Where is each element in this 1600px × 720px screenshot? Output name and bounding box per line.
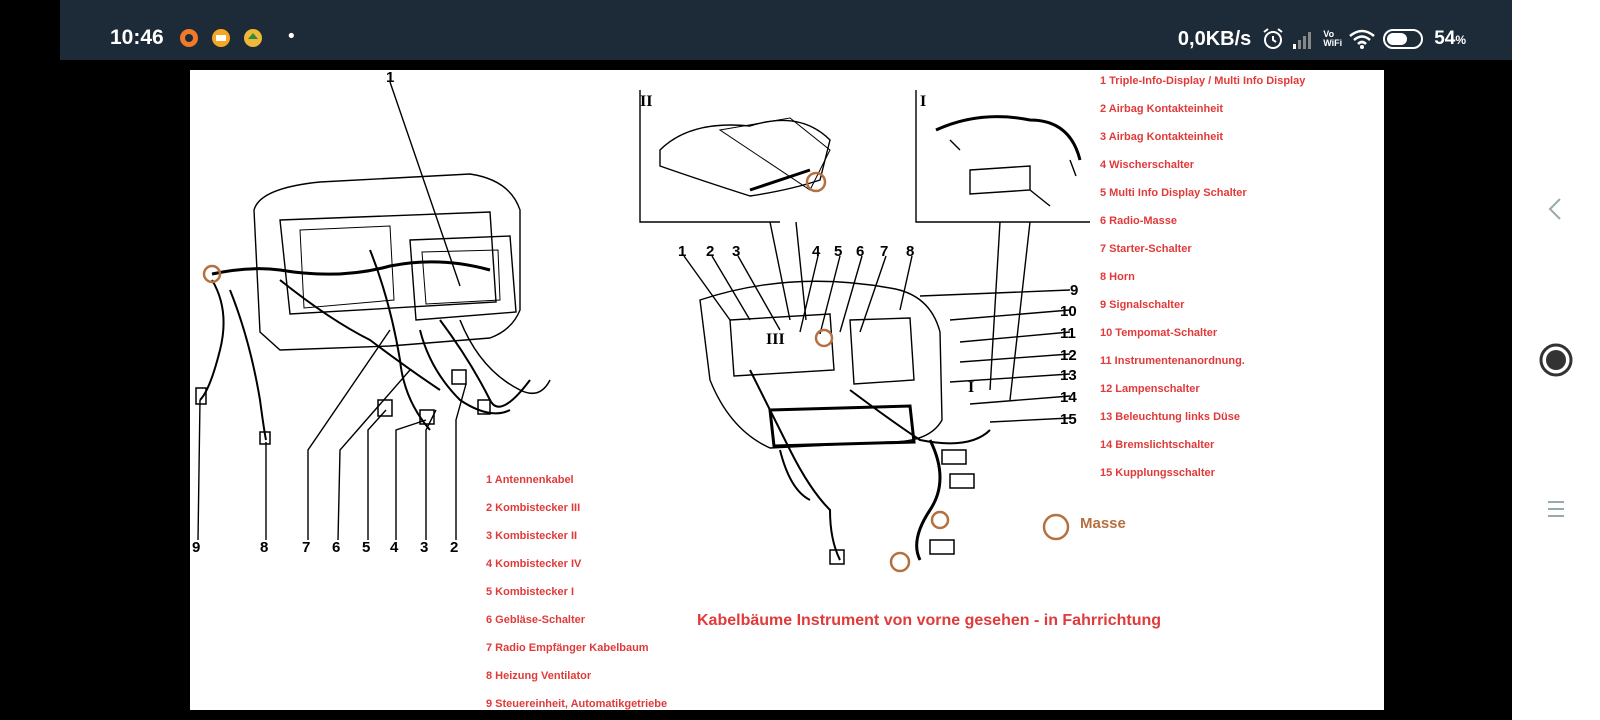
vowifi-icon — [1323, 30, 1342, 48]
callout-10: 10 — [1060, 303, 1077, 320]
legend-item: 1 Triple-Info-Display / Multi Info Display — [1100, 75, 1306, 87]
callout-15: 15 — [1060, 411, 1077, 428]
battery-unit: % — [1455, 33, 1466, 47]
legend-item: 9 Signalschalter — [1100, 299, 1185, 311]
battery-percentage — [1434, 28, 1466, 50]
legend-item: 3 Airbag Kontakteinheit — [1100, 131, 1224, 143]
left-dashboard-illustration — [196, 82, 550, 540]
callout-8: 8 — [906, 243, 915, 260]
legend-item: 6 Radio-Masse — [1100, 215, 1178, 227]
ground-marker — [816, 330, 832, 346]
legend-item: 7 Radio Empfänger Kabelbaum — [486, 642, 649, 654]
legend-item: 5 Kombistecker I — [486, 586, 575, 598]
ground-legend-marker — [1044, 515, 1068, 539]
legend-item: 4 Wischerschalter — [1100, 159, 1195, 171]
ground-legend-label: Masse — [1080, 515, 1126, 532]
back-icon[interactable] — [1512, 196, 1600, 222]
legend-item: 12 Lampenschalter — [1100, 383, 1200, 395]
inset-label-i: I — [968, 379, 975, 396]
ground-marker — [932, 512, 948, 528]
inset-label-iii: III — [766, 331, 785, 348]
legend-item: 9 Steuereinheit, Automatikgetriebe — [486, 698, 668, 710]
callout-6: 6 — [332, 539, 341, 556]
legend-item: 7 Starter-Schalter — [1100, 243, 1192, 255]
alarm-icon — [1261, 27, 1285, 51]
vowifi-bottom: WiFi — [1323, 38, 1343, 48]
legend-item: 8 Horn — [1100, 271, 1135, 283]
legend-item: 4 Kombistecker IV — [486, 558, 582, 570]
callout-4: 4 — [390, 539, 399, 556]
callout-9: 9 — [192, 539, 201, 556]
notification-app-icon — [210, 27, 232, 49]
vowifi-top: Vo — [1323, 29, 1335, 39]
callout-7: 7 — [302, 539, 311, 556]
callout-6: 6 — [856, 243, 865, 260]
callout-2: 2 — [706, 243, 715, 260]
ground-marker — [891, 553, 909, 571]
callout-9: 9 — [1070, 282, 1079, 299]
callout-13: 13 — [1060, 367, 1077, 384]
legend-item: 6 Gebläse-Schalter — [486, 614, 586, 626]
status-time: 10:46 — [110, 26, 164, 49]
callout-11: 11 — [1060, 325, 1076, 342]
notification-app-icon — [242, 27, 264, 49]
legend-item: 14 Bremslichtschalter — [1100, 439, 1215, 451]
legend-item: 5 Multi Info Display Schalter — [1100, 187, 1247, 199]
callout-5: 5 — [362, 539, 371, 556]
notification-app-icon — [178, 27, 200, 49]
legend-right — [1100, 75, 1306, 479]
callout-3: 3 — [732, 243, 741, 260]
status-bar — [60, 0, 1512, 60]
battery-level: 54 — [1434, 28, 1456, 49]
callout-5: 5 — [834, 243, 843, 260]
callout-12: 12 — [1060, 347, 1077, 364]
diagram-image[interactable] — [190, 70, 1384, 710]
wiring-diagram — [190, 70, 1384, 710]
battery-icon — [1382, 27, 1428, 51]
callout-7: 7 — [880, 243, 889, 260]
menu-icon[interactable] — [1512, 498, 1600, 522]
callout-2: 2 — [450, 539, 459, 556]
callout-1: 1 — [386, 70, 395, 86]
detail-label-ii: II — [640, 93, 653, 110]
legend-item: 3 Kombistecker II — [486, 530, 578, 542]
more-notifications-dot: • — [286, 26, 297, 47]
signal-icon — [1291, 28, 1317, 50]
legend-item: 2 Airbag Kontakteinheit — [1100, 103, 1224, 115]
callout-14: 14 — [1060, 389, 1077, 406]
callout-8: 8 — [260, 539, 269, 556]
legend-item: 13 Beleuchtung links Düse — [1100, 411, 1240, 423]
legend-item: 10 Tempomat-Schalter — [1100, 327, 1218, 339]
legend-left — [486, 474, 667, 710]
network-speed: 0,0KB/s — [1177, 27, 1252, 50]
wifi-icon — [1348, 28, 1376, 50]
detail-ii-illustration — [640, 90, 830, 320]
callout-3: 3 — [420, 539, 429, 556]
legend-item: 8 Heizung Ventilator — [486, 670, 592, 682]
right-dashboard-illustration — [684, 256, 1070, 564]
status-right — [1178, 24, 1466, 54]
navigation-bar — [1512, 0, 1600, 720]
home-icon[interactable] — [1512, 342, 1600, 378]
callout-4: 4 — [812, 243, 821, 260]
legend-item: 1 Antennenkabel — [486, 474, 574, 486]
legend-item: 2 Kombistecker III — [486, 502, 581, 514]
legend-item: 11 Instrumentenanordnung. — [1100, 355, 1245, 367]
legend-item: 15 Kupplungsschalter — [1100, 467, 1215, 479]
callout-1: 1 — [678, 243, 687, 260]
detail-label-i: I — [920, 93, 927, 110]
diagram-title: Kabelbäume Instrument von vorne gesehen - in Fahrrichtung — [697, 612, 1162, 629]
